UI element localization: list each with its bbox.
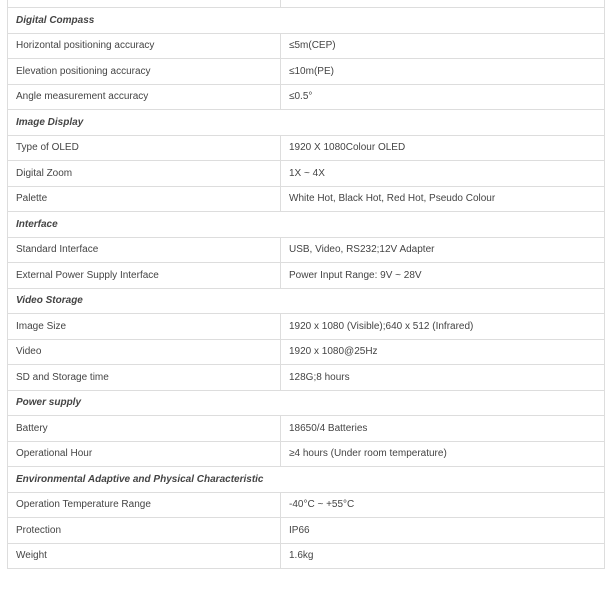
spec-value: 1.6kg	[281, 543, 605, 569]
section-header-row	[8, 212, 605, 238]
table-row	[8, 33, 605, 59]
table-row	[8, 492, 605, 518]
section-header-row	[8, 390, 605, 416]
table-row	[8, 339, 605, 365]
table-row	[8, 441, 605, 467]
table-row	[8, 237, 605, 263]
spec-value: 18650/4 Batteries	[281, 416, 605, 442]
spec-value: 1X ~ 4X	[281, 161, 605, 187]
spec-table	[7, 0, 605, 569]
table-row	[8, 365, 605, 391]
spec-value: ≤0.5°	[281, 84, 605, 110]
table-row	[8, 263, 605, 289]
spec-label: Angle measurement accuracy	[8, 84, 281, 110]
section-title: Environmental Adaptive and Physical Characteristic	[8, 467, 605, 493]
spec-label: Elevation positioning accuracy	[8, 59, 281, 85]
spec-label: Horizontal positioning accuracy	[8, 33, 281, 59]
spec-value: ≥4 hours (Under room temperature)	[281, 441, 605, 467]
table-row	[8, 543, 605, 569]
table-row	[8, 186, 605, 212]
section-title: Digital Compass	[8, 8, 605, 34]
spec-label: Palette	[8, 186, 281, 212]
spec-value: -40°C ~ +55°C	[281, 492, 605, 518]
spec-label: SD and Storage time	[8, 365, 281, 391]
spec-value: 128G;8 hours	[281, 365, 605, 391]
section-header-row	[8, 467, 605, 493]
spec-value: USB, Video, RS232;12V Adapter	[281, 237, 605, 263]
spec-value: IP66	[281, 518, 605, 544]
section-title: Image Display	[8, 110, 605, 136]
spec-value: ≤10m(PE)	[281, 59, 605, 85]
spec-value: ≤5m(CEP)	[281, 33, 605, 59]
spec-table-body	[8, 0, 605, 569]
table-row	[8, 59, 605, 85]
spec-label: Weight	[8, 543, 281, 569]
table-row	[8, 416, 605, 442]
section-header-row	[8, 288, 605, 314]
spec-value: White Hot, Black Hot, Red Hot, Pseudo Colour	[281, 186, 605, 212]
section-title: Interface	[8, 212, 605, 238]
spec-label: Type of OLED	[8, 135, 281, 161]
spec-label: Operational Hour	[8, 441, 281, 467]
spec-label: Image Size	[8, 314, 281, 340]
section-header-row	[8, 110, 605, 136]
table-row	[8, 84, 605, 110]
table-cell	[8, 0, 281, 8]
spec-table-container	[7, 0, 605, 569]
spec-label: Video	[8, 339, 281, 365]
spec-label: Operation Temperature Range	[8, 492, 281, 518]
spec-value: 1920 X 1080Colour OLED	[281, 135, 605, 161]
spec-label: Battery	[8, 416, 281, 442]
spec-label: Protection	[8, 518, 281, 544]
spec-label: Standard Interface	[8, 237, 281, 263]
spec-value: 1920 x 1080@25Hz	[281, 339, 605, 365]
table-row	[8, 314, 605, 340]
section-header-row	[8, 8, 605, 34]
spec-label: External Power Supply Interface	[8, 263, 281, 289]
spec-value: Power Input Range: 9V ~ 28V	[281, 263, 605, 289]
table-row	[8, 518, 605, 544]
table-row-cut-off	[8, 0, 605, 8]
table-cell	[281, 0, 605, 8]
section-title: Power supply	[8, 390, 605, 416]
spec-value: 1920 x 1080 (Visible);640 x 512 (Infrared)	[281, 314, 605, 340]
table-row	[8, 135, 605, 161]
spec-label: Digital Zoom	[8, 161, 281, 187]
section-title: Video Storage	[8, 288, 605, 314]
table-row	[8, 161, 605, 187]
